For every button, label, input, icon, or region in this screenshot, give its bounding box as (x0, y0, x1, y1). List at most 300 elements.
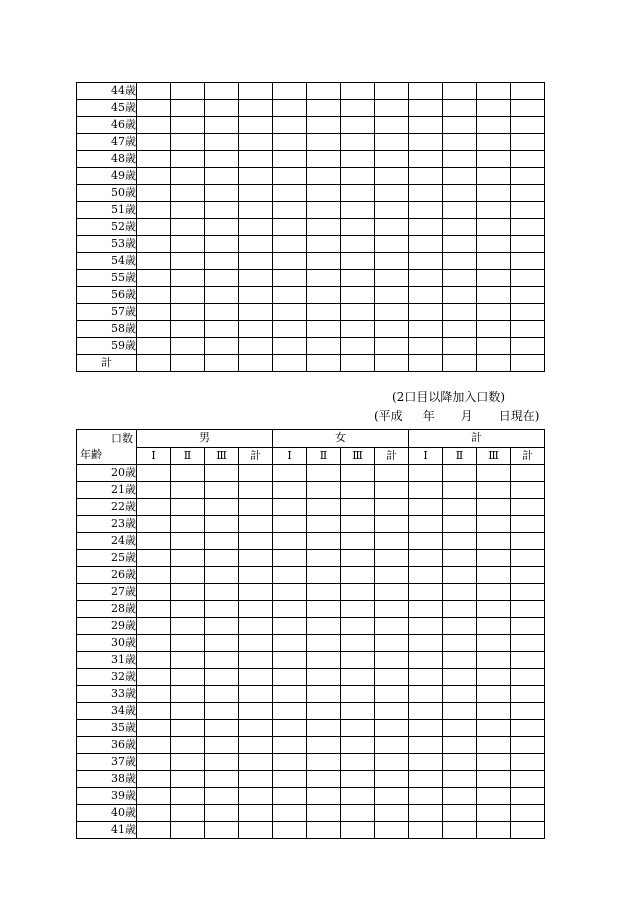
entry-cell (137, 669, 171, 686)
entry-cell (137, 465, 171, 482)
subheader-cell: Ⅰ (273, 447, 307, 465)
entry-cell (341, 652, 375, 669)
entry-cell (341, 134, 375, 151)
caption-date-line (374, 407, 539, 424)
entry-cell (477, 304, 511, 321)
entry-cell (443, 516, 477, 533)
entry-cell (171, 584, 205, 601)
age-label: 50歳 (77, 185, 137, 202)
entry-cell (205, 499, 239, 516)
entry-cell (443, 754, 477, 771)
age-label: 51歳 (77, 202, 137, 219)
entry-cell (239, 669, 273, 686)
entry-cell (239, 321, 273, 338)
entry-cell (477, 720, 511, 737)
entry-cell (477, 584, 511, 601)
entry-cell (205, 720, 239, 737)
entry-cell (511, 219, 545, 236)
entry-cell (273, 338, 307, 355)
entry-cell (409, 584, 443, 601)
entry-cell (443, 499, 477, 516)
entry-cell (341, 287, 375, 304)
entry-cell (511, 482, 545, 499)
entry-cell (273, 253, 307, 270)
entry-cell (341, 550, 375, 567)
entry-cell (273, 83, 307, 100)
entry-cell (239, 788, 273, 805)
entry-cell (375, 822, 409, 839)
entry-cell (443, 321, 477, 338)
age-label: 20歳 (77, 465, 137, 482)
entry-cell (511, 117, 545, 134)
entry-cell (239, 771, 273, 788)
entry-cell (307, 703, 341, 720)
entry-cell (511, 168, 545, 185)
entry-cell (375, 635, 409, 652)
entry-cell (273, 499, 307, 516)
entry-cell (137, 737, 171, 754)
entry-cell (341, 117, 375, 134)
entry-cell (375, 737, 409, 754)
entry-cell (375, 788, 409, 805)
entry-cell (443, 117, 477, 134)
entry-cell (239, 482, 273, 499)
entry-cell (443, 151, 477, 168)
entry-cell (443, 635, 477, 652)
entry-cell (341, 499, 375, 516)
entry-cell (409, 117, 443, 134)
entry-cell (171, 516, 205, 533)
entry-cell (341, 533, 375, 550)
entry-cell (443, 465, 477, 482)
entry-cell (137, 83, 171, 100)
table-row (77, 771, 545, 788)
entry-cell (307, 720, 341, 737)
entry-cell (443, 737, 477, 754)
entry-cell (239, 83, 273, 100)
entry-cell (409, 737, 443, 754)
entry-cell (375, 601, 409, 618)
entry-cell (409, 754, 443, 771)
entry-cell (341, 100, 375, 117)
entry-cell (205, 533, 239, 550)
entry-cell (477, 100, 511, 117)
entry-cell (273, 134, 307, 151)
entry-cell (375, 185, 409, 202)
entry-cell (239, 304, 273, 321)
entry-cell (137, 100, 171, 117)
entry-cell (307, 499, 341, 516)
entry-cell (511, 550, 545, 567)
entry-cell (375, 584, 409, 601)
entry-cell (307, 185, 341, 202)
entry-cell (443, 134, 477, 151)
entry-cell (171, 338, 205, 355)
entry-cell (273, 516, 307, 533)
entry-cell (137, 219, 171, 236)
top-table-body (77, 83, 545, 372)
table-row (77, 134, 545, 151)
entry-cell (443, 618, 477, 635)
age-label: 59歳 (77, 338, 137, 355)
subheader-cell: 計 (239, 447, 273, 465)
entry-cell (341, 304, 375, 321)
entry-cell (511, 202, 545, 219)
entry-cell (409, 567, 443, 584)
entry-cell (307, 652, 341, 669)
entry-cell (477, 516, 511, 533)
entry-cell (511, 321, 545, 338)
entry-cell (477, 236, 511, 253)
entry-cell (307, 601, 341, 618)
subheader-cell: Ⅱ (307, 447, 341, 465)
entry-cell (273, 652, 307, 669)
table-row (77, 219, 545, 236)
entry-cell (171, 134, 205, 151)
entry-cell (511, 151, 545, 168)
entry-cell (205, 338, 239, 355)
entry-cell (477, 533, 511, 550)
entry-cell (375, 533, 409, 550)
entry-cell (409, 287, 443, 304)
entry-cell (307, 100, 341, 117)
age-label: 58歳 (77, 321, 137, 338)
entry-cell (409, 465, 443, 482)
entry-cell (375, 754, 409, 771)
entry-cell (205, 669, 239, 686)
entry-cell (477, 771, 511, 788)
entry-cell (409, 516, 443, 533)
entry-cell (409, 355, 443, 372)
entry-cell (239, 134, 273, 151)
table-row (77, 236, 545, 253)
table-row (77, 100, 545, 117)
entry-cell (409, 720, 443, 737)
entry-cell (239, 185, 273, 202)
entry-cell (273, 117, 307, 134)
entry-cell (477, 618, 511, 635)
entry-cell (137, 805, 171, 822)
entry-cell (171, 550, 205, 567)
entry-cell (171, 771, 205, 788)
entry-cell (273, 482, 307, 499)
entry-cell (307, 550, 341, 567)
caption-era: (平成 (374, 409, 403, 423)
entry-cell (341, 805, 375, 822)
entry-cell (205, 219, 239, 236)
entry-cell (477, 168, 511, 185)
entry-cell (307, 533, 341, 550)
entry-cell (443, 652, 477, 669)
entry-cell (477, 686, 511, 703)
entry-cell (137, 635, 171, 652)
entry-cell (307, 151, 341, 168)
entry-cell (443, 669, 477, 686)
entry-cell (273, 219, 307, 236)
entry-cell (137, 117, 171, 134)
entry-cell (341, 219, 375, 236)
entry-cell (477, 482, 511, 499)
header-row-groups (77, 430, 545, 448)
entry-cell (375, 652, 409, 669)
table-row (77, 151, 545, 168)
entry-cell (375, 618, 409, 635)
table-row (77, 737, 545, 754)
entry-cell (171, 465, 205, 482)
entry-cell (477, 805, 511, 822)
entry-cell (443, 805, 477, 822)
entry-cell (273, 805, 307, 822)
age-label: 27歳 (77, 584, 137, 601)
entry-cell (375, 465, 409, 482)
entry-cell (137, 822, 171, 839)
age-label: 54歳 (77, 253, 137, 270)
entry-cell (171, 117, 205, 134)
entry-cell (307, 287, 341, 304)
entry-cell (409, 304, 443, 321)
entry-cell (171, 321, 205, 338)
entry-cell (375, 253, 409, 270)
age-label: 29歳 (77, 618, 137, 635)
entry-cell (307, 788, 341, 805)
entry-cell (375, 100, 409, 117)
entry-cell (443, 236, 477, 253)
age-label: 28歳 (77, 601, 137, 618)
entry-cell (511, 287, 545, 304)
table-row (77, 465, 545, 482)
entry-cell (273, 287, 307, 304)
entry-cell (477, 652, 511, 669)
entry-cell (171, 151, 205, 168)
entry-cell (273, 304, 307, 321)
age-label: 56歳 (77, 287, 137, 304)
age-label: 44歳 (77, 83, 137, 100)
table-row (77, 117, 545, 134)
table-row (77, 618, 545, 635)
age-label: 31歳 (77, 652, 137, 669)
entry-cell (341, 618, 375, 635)
entry-cell (375, 151, 409, 168)
entry-cell (239, 720, 273, 737)
entry-cell (443, 771, 477, 788)
entry-cell (239, 100, 273, 117)
entry-cell (273, 754, 307, 771)
entry-cell (511, 134, 545, 151)
entry-cell (239, 465, 273, 482)
entry-cell (409, 669, 443, 686)
entry-cell (443, 550, 477, 567)
entry-cell (137, 287, 171, 304)
entry-cell (511, 270, 545, 287)
table-row (77, 788, 545, 805)
entry-cell (205, 686, 239, 703)
entry-cell (511, 686, 545, 703)
entry-cell (477, 465, 511, 482)
entry-cell (205, 635, 239, 652)
entry-cell (171, 601, 205, 618)
entry-cell (307, 202, 341, 219)
entry-cell (341, 253, 375, 270)
entry-cell (375, 482, 409, 499)
entry-cell (511, 720, 545, 737)
entry-cell (273, 771, 307, 788)
entry-cell (511, 771, 545, 788)
age-label: 45歳 (77, 100, 137, 117)
entry-cell (443, 482, 477, 499)
entry-cell (443, 185, 477, 202)
entry-cell (511, 100, 545, 117)
entry-cell (409, 788, 443, 805)
entry-cell (409, 100, 443, 117)
entry-cell (239, 618, 273, 635)
entry-cell (341, 720, 375, 737)
entry-cell (239, 236, 273, 253)
table-row (77, 202, 545, 219)
table-row (77, 533, 545, 550)
entry-cell (375, 355, 409, 372)
subheader-cell: Ⅰ (409, 447, 443, 465)
entry-cell (307, 686, 341, 703)
entry-cell (307, 355, 341, 372)
entry-cell (171, 253, 205, 270)
entry-cell (443, 219, 477, 236)
entry-cell (239, 516, 273, 533)
table-row (77, 805, 545, 822)
subheader-cell: Ⅲ (205, 447, 239, 465)
entry-cell (341, 516, 375, 533)
table-row (77, 822, 545, 839)
entry-cell (341, 635, 375, 652)
entry-cell (341, 185, 375, 202)
entry-cell (477, 253, 511, 270)
entry-cell (375, 168, 409, 185)
entry-cell (409, 499, 443, 516)
entry-cell (273, 703, 307, 720)
entry-cell (273, 584, 307, 601)
age-label: 57歳 (77, 304, 137, 321)
entry-cell (239, 805, 273, 822)
entry-cell (477, 499, 511, 516)
entry-cell (477, 601, 511, 618)
entry-cell (375, 720, 409, 737)
entry-cell (307, 465, 341, 482)
entry-cell (375, 134, 409, 151)
corner-label-units: 口数 (111, 432, 133, 445)
entry-cell (137, 253, 171, 270)
subheader-cell: Ⅱ (443, 447, 477, 465)
age-label: 55歳 (77, 270, 137, 287)
entry-cell (137, 134, 171, 151)
entry-cell (511, 516, 545, 533)
entry-cell (375, 219, 409, 236)
entry-cell (409, 601, 443, 618)
entry-cell (137, 771, 171, 788)
entry-cell (137, 202, 171, 219)
age-label: 37歳 (77, 754, 137, 771)
entry-cell (341, 338, 375, 355)
entry-cell (477, 117, 511, 134)
entry-cell (341, 737, 375, 754)
entry-cell (273, 550, 307, 567)
entry-cell (171, 270, 205, 287)
entry-cell (511, 754, 545, 771)
entry-cell (273, 533, 307, 550)
entry-cell (341, 601, 375, 618)
subheader-cell: 計 (511, 447, 545, 465)
entry-cell (409, 151, 443, 168)
entry-cell (273, 618, 307, 635)
caption-month: 月 (460, 409, 473, 423)
entry-cell (409, 805, 443, 822)
entry-cell (171, 703, 205, 720)
entry-cell (171, 499, 205, 516)
entry-cell (409, 270, 443, 287)
entry-cell (171, 686, 205, 703)
entry-cell (205, 737, 239, 754)
entry-cell (171, 788, 205, 805)
entry-cell (409, 703, 443, 720)
entry-cell (171, 185, 205, 202)
entry-cell (341, 822, 375, 839)
entry-cell (239, 338, 273, 355)
entry-cell (273, 686, 307, 703)
table-row (77, 720, 545, 737)
entry-cell (239, 601, 273, 618)
entry-cell (171, 567, 205, 584)
entry-cell (273, 465, 307, 482)
entry-cell (477, 202, 511, 219)
entry-cell (375, 771, 409, 788)
entry-cell (307, 219, 341, 236)
entry-cell (477, 822, 511, 839)
age-label: 36歳 (77, 737, 137, 754)
entry-cell (443, 720, 477, 737)
entry-cell (273, 321, 307, 338)
entry-cell (341, 584, 375, 601)
entry-cell (375, 304, 409, 321)
entry-cell (205, 134, 239, 151)
entry-cell (239, 754, 273, 771)
age-label: 48歳 (77, 151, 137, 168)
entry-cell (477, 83, 511, 100)
entry-cell (205, 321, 239, 338)
entry-cell (137, 185, 171, 202)
table-row (77, 652, 545, 669)
entry-cell (205, 168, 239, 185)
entry-cell (307, 270, 341, 287)
entry-cell (273, 822, 307, 839)
entry-cell (205, 83, 239, 100)
entry-cell (511, 567, 545, 584)
entry-cell (375, 703, 409, 720)
entry-cell (375, 499, 409, 516)
entry-cell (307, 737, 341, 754)
header-row-subgroups (77, 447, 545, 465)
entry-cell (273, 737, 307, 754)
entry-cell (443, 788, 477, 805)
table-row (77, 321, 545, 338)
table-row (77, 754, 545, 771)
entry-cell (511, 703, 545, 720)
entry-cell (443, 338, 477, 355)
entry-cell (137, 499, 171, 516)
entry-cell (273, 788, 307, 805)
age-label: 23歳 (77, 516, 137, 533)
entry-cell (171, 287, 205, 304)
age-label: 41歳 (77, 822, 137, 839)
entry-cell (443, 703, 477, 720)
entry-cell (171, 304, 205, 321)
